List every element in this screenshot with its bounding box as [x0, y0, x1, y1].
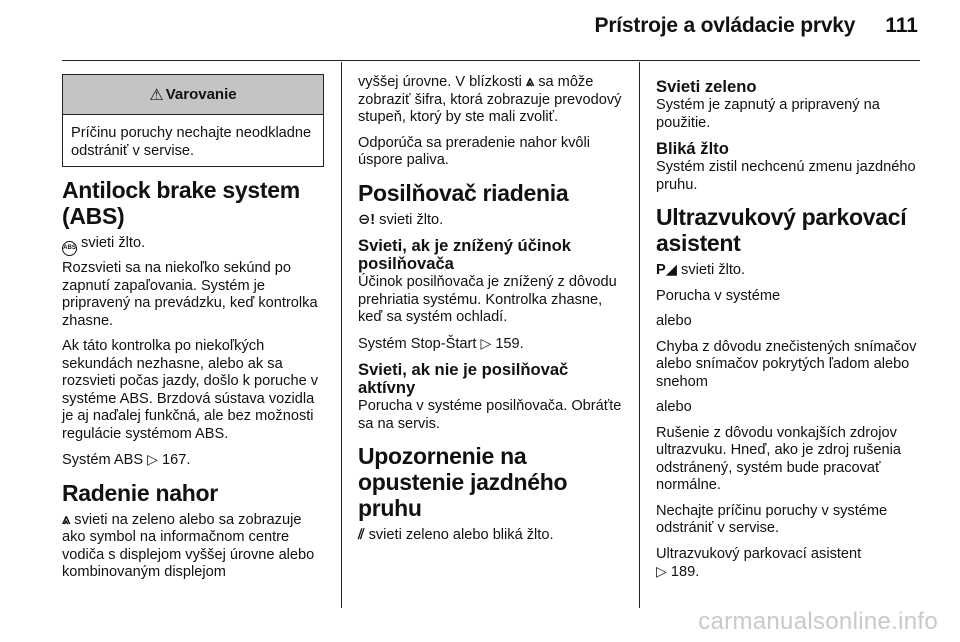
header-divider [62, 60, 920, 61]
warning-header [63, 75, 323, 115]
parking-dirty-sensors: Chyba z dôvodu znečistených snímačov alebo snímačov pokrytých ľadom alebo snehom [656, 338, 917, 390]
upshift-continuation-b: sa môže zobraziť šifra, ktorá zobrazuje prevodový stupeň, ktorý by ste mali zvoliť. [358, 74, 622, 125]
steering-status [358, 212, 626, 230]
upshift-paragraph [62, 512, 324, 582]
upshift-recommendation: Odporúča sa preradenie nahor kvôli úspore paliva. [358, 134, 591, 168]
parking-assist-status-text: svieti žlto. [676, 262, 746, 278]
upshift-continuation [358, 74, 626, 127]
lane-departure-heading: Upozornenie na opustenie jazdného pruhu [358, 443, 568, 521]
upshift-continuation-a: vyššej úrovne. V blízkosti [358, 74, 526, 90]
column-divider-1 [341, 62, 342, 608]
warning-triangle-icon: ⚠ [149, 86, 164, 104]
parking-assist-status [656, 262, 922, 280]
upshift-arrow-icon: ⩓ [525, 74, 535, 90]
upshift-heading: Radenie nahor [62, 479, 218, 506]
steering-inactive-heading: Svieti, ak nie je posilňovač aktívny [358, 360, 569, 397]
column-1 [62, 74, 324, 590]
steering-inactive-text: Porucha v systéme posilňovača. Obráťte sa na servis. [358, 398, 622, 432]
page-reference-icon: ▷ [147, 451, 158, 467]
steering-heading: Posilňovač riadenia [358, 179, 569, 206]
column-2 [358, 74, 626, 553]
abs-status-text: svieti žlto. [77, 235, 146, 251]
stop-start-reference [358, 335, 626, 354]
warning-box [62, 74, 324, 167]
lane-green-text: Systém je zapnutý a pripravený na použitie. [656, 97, 880, 131]
stop-start-reference-page: 159. [495, 335, 524, 352]
parking-assist-icon: P◢ [656, 262, 677, 278]
watermark: carmanualsonline.info [698, 608, 938, 635]
upshift-arrow-icon: ⩓ [62, 511, 71, 528]
abs-paragraph-2: Ak táto kontrolka po niekoľkých sekundách nezhasne, alebo ak sa rozsvieti počas jazdy, došlo k poruche v systéme ABS. Brzdová sústava vozidla je aj naďalej funkčná, ale bez možnosti regulácie systémom ABS. [62, 338, 319, 442]
abs-paragraph-1: Rozsvieti sa na niekoľko sekúnd po zapnutí zapaľovania. Systém je pripravený na prevádzku, keď kontrolka zhasne. [62, 260, 318, 329]
stop-start-reference-text: Systém Stop-Štart [358, 335, 481, 352]
parking-or-2: alebo [656, 399, 692, 415]
parking-interference: Rušenie z dôvodu vonkajších zdrojov ultrazvuku. Hneď, ako je zdroj rušenia odstránený, systém bude pracovať normálne. [656, 424, 902, 493]
abs-reference-text: Systém ABS [62, 452, 148, 468]
lane-departure-status-text: svieti zeleno alebo bliká žlto. [364, 527, 554, 543]
abs-warning-icon: ABS [62, 241, 77, 256]
warning-text: Príčinu poruchy nechajte neodkladne odstrániť v servise. [71, 125, 312, 159]
warning-title: Varovanie [165, 86, 237, 103]
parking-reference [656, 546, 922, 582]
page-reference-icon: ▷ [656, 563, 667, 579]
lane-flash-heading: Bliká žlto [656, 139, 729, 158]
lane-flash-text: Systém zistil nechcenú zmenu jazdného pruhu. [656, 159, 916, 193]
upshift-text: svieti na zeleno alebo sa zobrazuje ako symbol na informačnom centre vodiča s displejom vyššej úrovne alebo kombinovaným displejom [62, 511, 315, 580]
parking-fault: Porucha v systéme [656, 287, 781, 304]
parking-reference-text: Ultrazvukový parkovací asistent [656, 545, 862, 562]
steering-warning-icon: ⊖! [358, 211, 376, 228]
steering-reduced-heading: Svieti, ak je znížený účinok posilňovača [358, 236, 572, 273]
lane-departure-icon: ⫽ [358, 527, 365, 543]
abs-heading: Antilock brake system (ABS) [62, 177, 300, 229]
abs-status [62, 235, 324, 256]
abs-reference-page: 167. [162, 452, 191, 468]
lane-green-heading: Svieti zeleno [656, 77, 757, 96]
page-header [595, 14, 918, 38]
steering-reduced-text: Účinok posilňovača je znížený z dôvodu prehriatia systému. Kontrolka zhasne, keď sa systém ochladí. [358, 274, 617, 325]
parking-or-1: alebo [656, 313, 692, 329]
parking-reference-page: 189. [670, 564, 700, 580]
parking-assist-heading: Ultrazvukový parkovací asistent [656, 204, 907, 256]
abs-reference [62, 451, 324, 470]
steering-status-text: svieti žlto. [375, 211, 444, 228]
page-reference-icon: ▷ [480, 334, 492, 351]
chapter-title: Prístroje a ovládacie prvky [594, 14, 856, 37]
parking-service: Nechajte príčinu poruchy v systéme odstrániť v servise. [656, 502, 888, 536]
column-3 [656, 74, 922, 586]
column-divider-2 [639, 62, 640, 608]
page-number: 111 [885, 14, 918, 37]
lane-departure-status [358, 527, 626, 545]
